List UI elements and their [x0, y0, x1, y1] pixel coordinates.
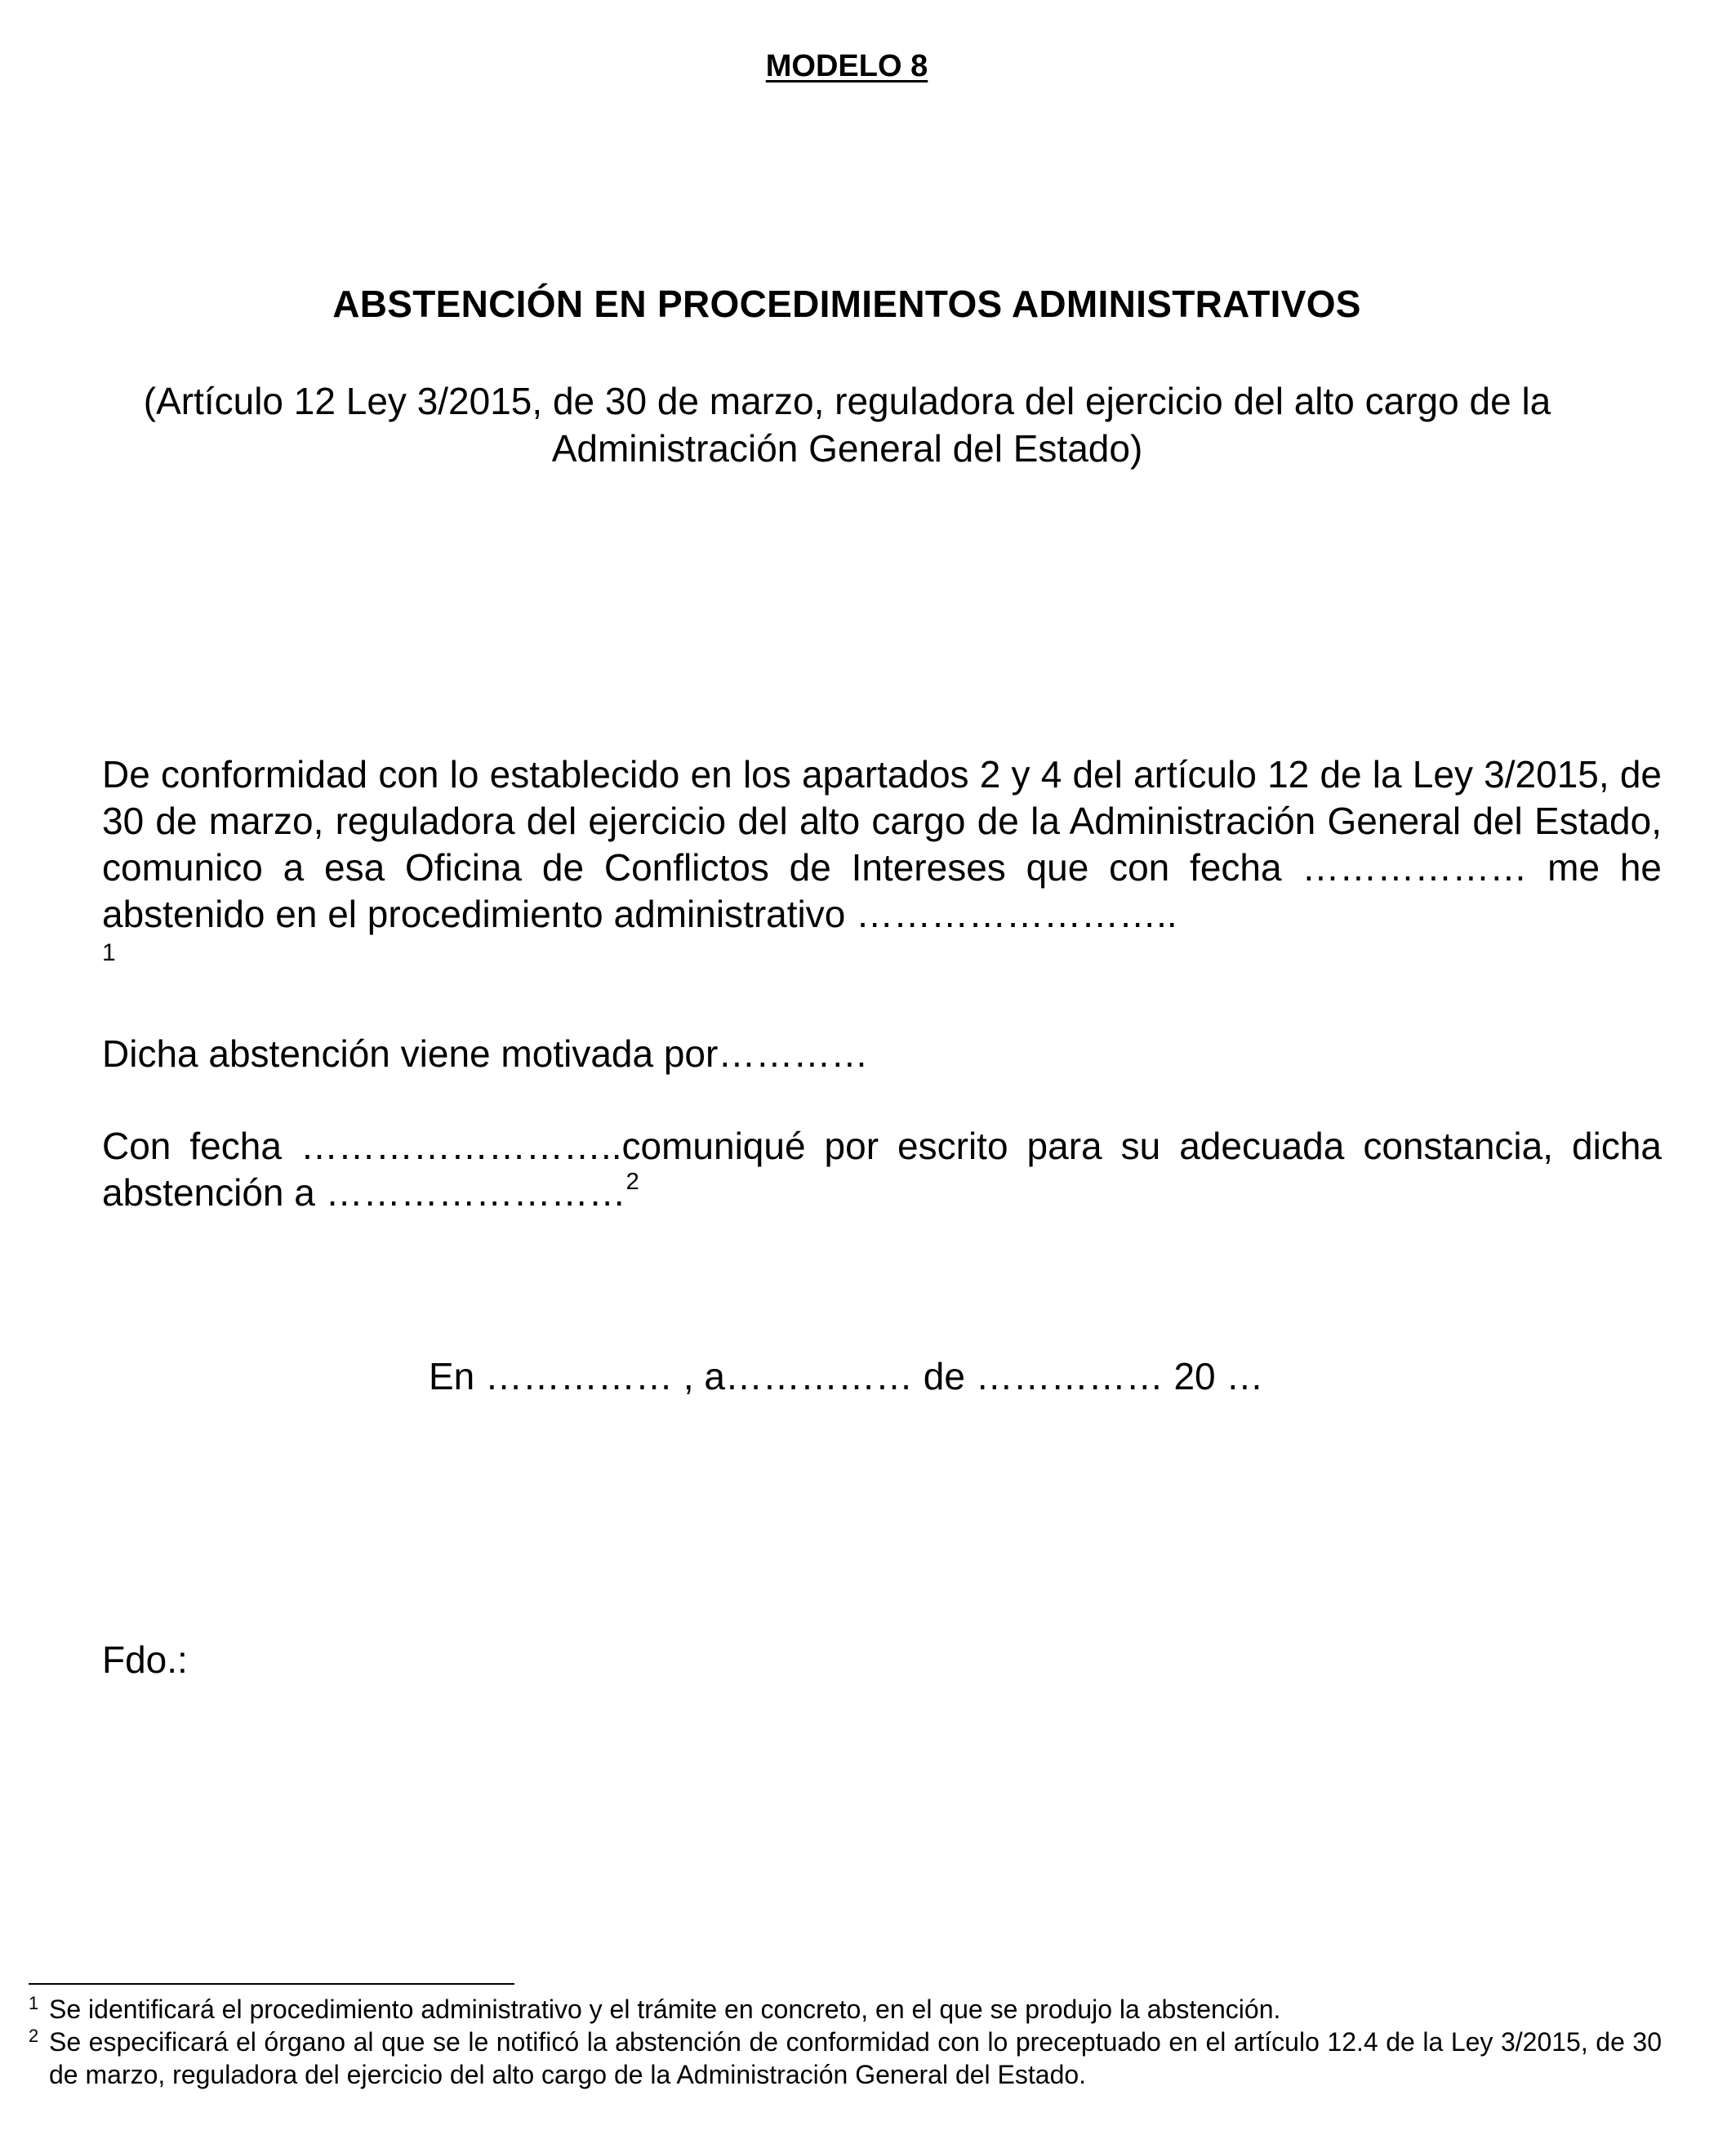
footnotes [29, 1993, 1662, 2091]
paragraph-legal-basis [102, 751, 1662, 967]
document-subtitle: (Artículo 12 Ley 3/2015, de 30 de marzo, reguladora del ejercicio del alto cargo de la Administración General del Estado) [143, 380, 1551, 470]
footnote-separator [29, 1983, 514, 1985]
paragraph-communication [102, 1123, 1662, 1216]
footnote-2 [29, 2026, 1662, 2091]
paragraph-communication-text: Con fecha ……………………..comuniqué por escrito para su adecuada constancia, dicha abstención a …………………… [102, 1125, 1662, 1214]
place-date-line: En …………… , a…………… de …………… 20 … [429, 1355, 1264, 1397]
signature-label: Fdo.: [102, 1638, 188, 1681]
paragraph-reason: Dicha abstención viene motivada por………… [102, 1032, 869, 1075]
document-title: ABSTENCIÓN EN PROCEDIMIENTOS ADMINISTRATIVOS [332, 283, 1361, 325]
footnote-mark: 2 [29, 2026, 39, 2046]
footnote-mark: 1 [29, 1993, 39, 2013]
footnote-text: Se identificará el procedimiento administrativo y el trámite en concreto, en el que se produjo la abstención. [49, 1995, 1281, 2024]
model-label: MODELO 8 [765, 49, 928, 83]
footnote-ref-1: 1 [102, 939, 116, 966]
footnote-1 [29, 1993, 1662, 2026]
paragraph-legal-basis-text: De conformidad con lo establecido en los apartados 2 y 4 del artículo 12 de la Ley 3/2015, de 30 de marzo, reguladora del ejercicio del alto cargo de la Administración General del Estado, comunico a esa Oficina de Conflictos de Intereses que con fecha ……………… me he abstenido en el procedimiento administrativo …………………….. [102, 753, 1662, 935]
footnote-text: Se especificará el órgano al que se le notificó la abstención de conformidad con lo preceptuado en el artículo 12.4 de la Ley 3/2015, de 30 de marzo, reguladora del ejercicio del alto cargo de la Administración General del Estado. [49, 2027, 1662, 2089]
footnote-ref-2: 2 [625, 1169, 639, 1195]
